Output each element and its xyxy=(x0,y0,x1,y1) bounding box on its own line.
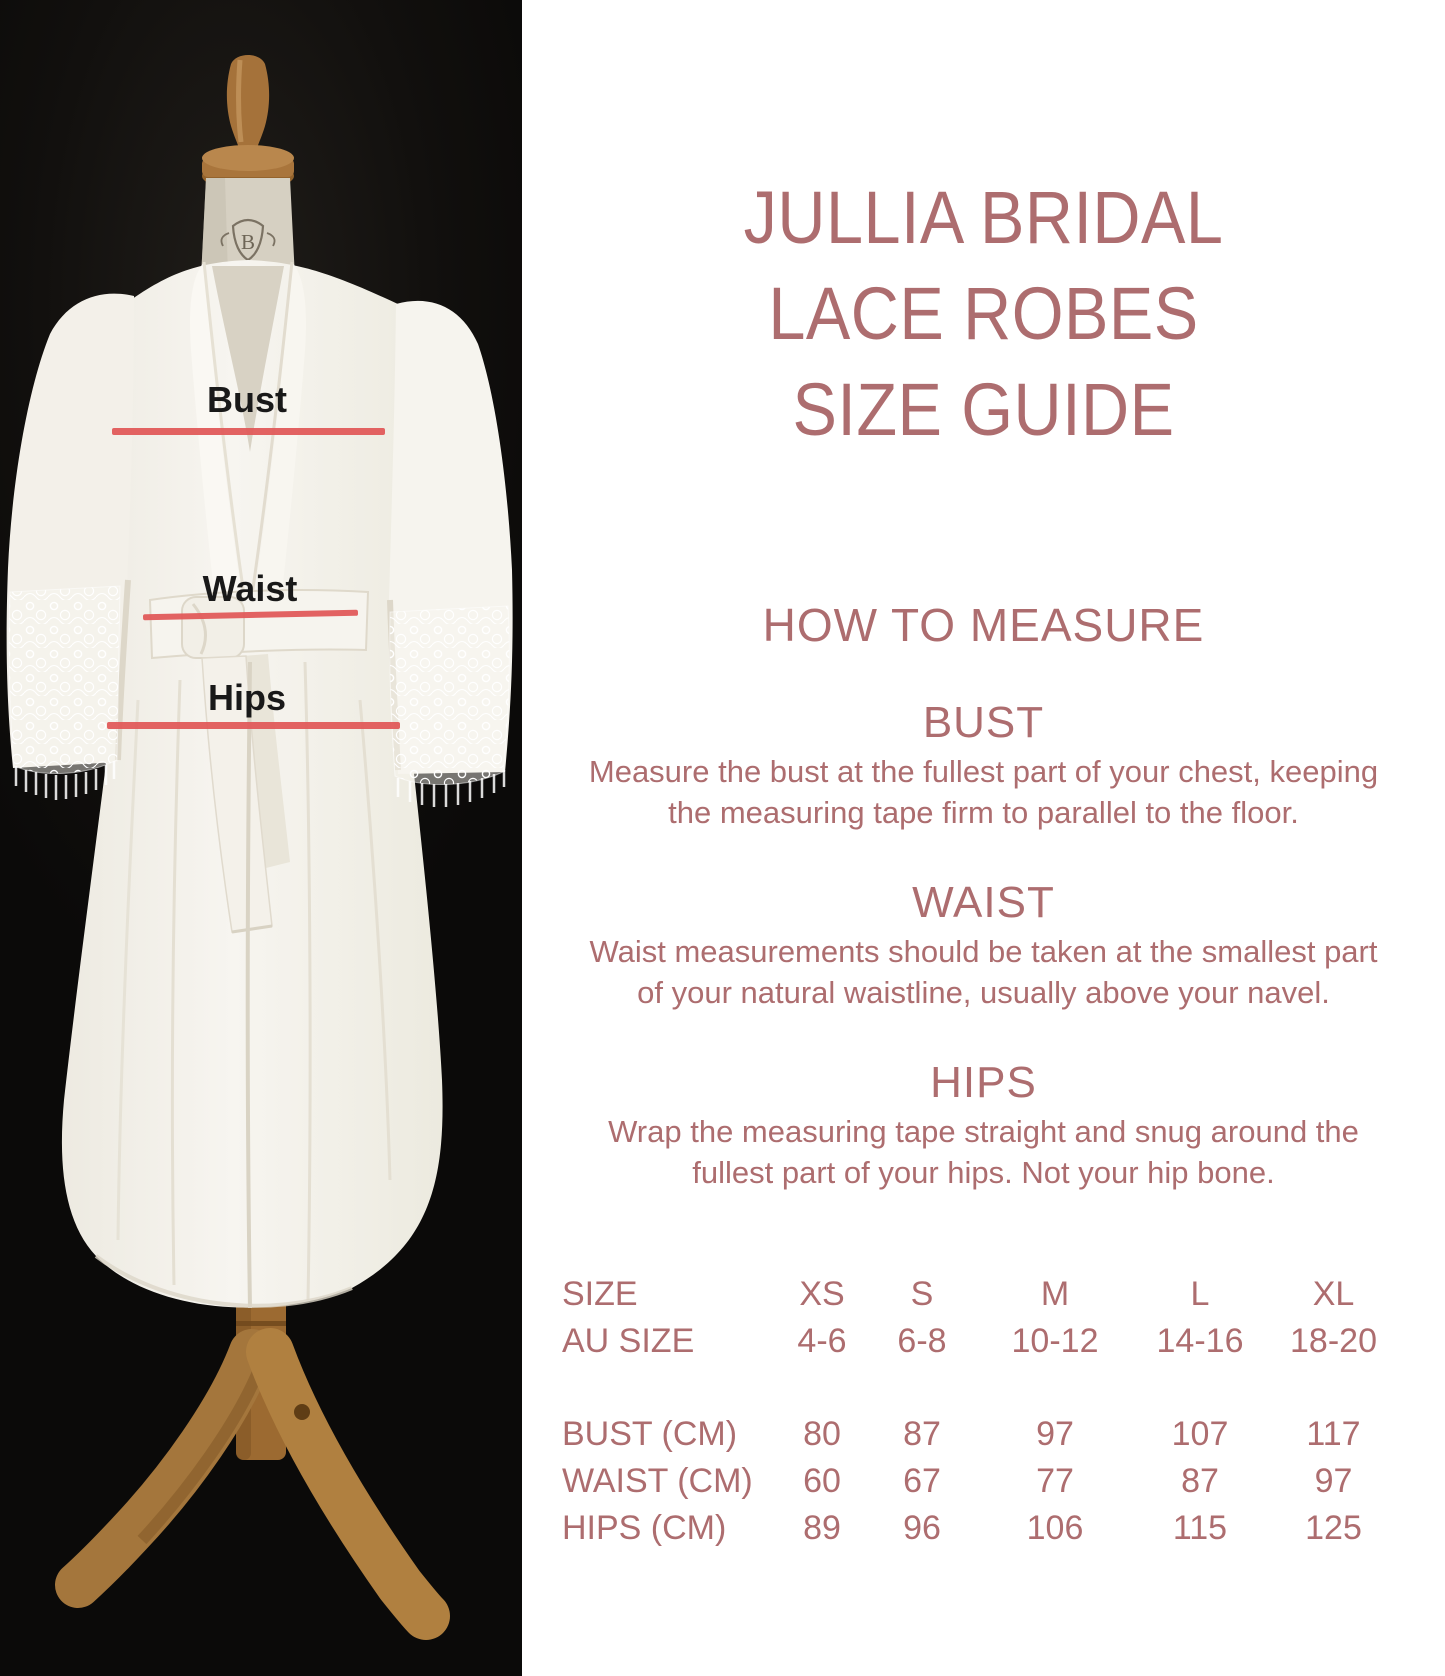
size-value: 80 xyxy=(803,1415,841,1453)
size-value: 10-12 xyxy=(1011,1322,1099,1360)
size-value: M xyxy=(1040,1275,1070,1313)
size-value: 60 xyxy=(803,1462,841,1500)
size-value: 87 xyxy=(1181,1462,1219,1500)
bust-heading: BUST xyxy=(922,698,1045,747)
size-value: 4-6 xyxy=(797,1322,847,1360)
instruction-line: Waist measurements should be taken at the smallest part xyxy=(589,934,1378,969)
instruction-line: the measuring tape firm to parallel to the floor. xyxy=(668,795,1299,830)
measurement-label-hips: Hips xyxy=(207,677,287,718)
size-value: 97 xyxy=(1036,1415,1074,1453)
row-label: SIZE xyxy=(562,1275,638,1313)
instruction-line: Measure the bust at the fullest part of your chest, keeping xyxy=(588,754,1379,789)
size-value: 106 xyxy=(1026,1509,1084,1547)
waist-instructions xyxy=(522,931,1445,1013)
crest-letter: B xyxy=(240,230,256,254)
size-value: 115 xyxy=(1172,1509,1228,1547)
page-title xyxy=(568,170,1399,458)
hips-instructions xyxy=(522,1111,1445,1193)
size-value: 18-20 xyxy=(1290,1322,1377,1360)
size-value: 125 xyxy=(1305,1509,1362,1547)
instruction-line: fullest part of your hips. Not your hip bone. xyxy=(692,1155,1275,1190)
measure-section-hips xyxy=(522,1055,1445,1193)
row-label: HIPS (CM) xyxy=(562,1509,727,1547)
size-value: 107 xyxy=(1171,1415,1229,1453)
waist-heading: WAIST xyxy=(912,878,1055,927)
size-value: L xyxy=(1190,1275,1210,1313)
row-label: AU SIZE xyxy=(562,1322,695,1360)
size-value: 89 xyxy=(803,1509,841,1547)
table-row-hips xyxy=(562,1505,1405,1552)
instruction-line: of your natural waistline, usually above your navel. xyxy=(637,975,1330,1010)
table-spacer xyxy=(562,1365,1405,1411)
measurement-label-bust: Bust xyxy=(207,379,287,420)
bust-instructions xyxy=(522,751,1445,833)
table-row-au-size xyxy=(562,1318,1405,1365)
size-value: 6-8 xyxy=(897,1322,947,1360)
size-value: 96 xyxy=(903,1509,941,1547)
page-title-line: JULLIA BRIDAL xyxy=(743,176,1224,259)
how-to-measure-heading: HOW TO MEASURE xyxy=(762,599,1205,651)
size-value: 97 xyxy=(1314,1462,1353,1500)
size-value: XS xyxy=(799,1275,845,1313)
page-title-line: SIZE GUIDE xyxy=(792,368,1175,451)
size-value: 77 xyxy=(1036,1462,1074,1500)
measurement-line-hips xyxy=(107,722,400,729)
table-row-bust xyxy=(562,1411,1405,1458)
measurement-line-bust xyxy=(112,428,385,435)
measure-section-waist xyxy=(522,875,1445,1013)
row-label: WAIST (CM) xyxy=(562,1462,753,1500)
size-value: 14-16 xyxy=(1156,1322,1244,1360)
hips-heading: HIPS xyxy=(930,1058,1037,1107)
size-guide-content xyxy=(522,0,1445,1676)
size-value: S xyxy=(910,1275,934,1313)
table-row-waist xyxy=(562,1458,1405,1505)
robe-photo xyxy=(0,0,522,1676)
size-table xyxy=(562,1271,1405,1552)
measure-section-bust xyxy=(522,695,1445,833)
robe-photo-panel xyxy=(0,0,522,1676)
size-value: 67 xyxy=(903,1462,941,1500)
instruction-line: Wrap the measuring tape straight and snug around the xyxy=(608,1114,1359,1149)
measurement-label-waist: Waist xyxy=(202,568,298,609)
row-label: BUST (CM) xyxy=(562,1415,738,1453)
page-title-line: LACE ROBES xyxy=(768,272,1199,355)
size-value: 117 xyxy=(1306,1415,1361,1453)
table-row-size xyxy=(562,1271,1405,1318)
size-value: 87 xyxy=(903,1415,941,1453)
size-value: XL xyxy=(1312,1275,1355,1313)
